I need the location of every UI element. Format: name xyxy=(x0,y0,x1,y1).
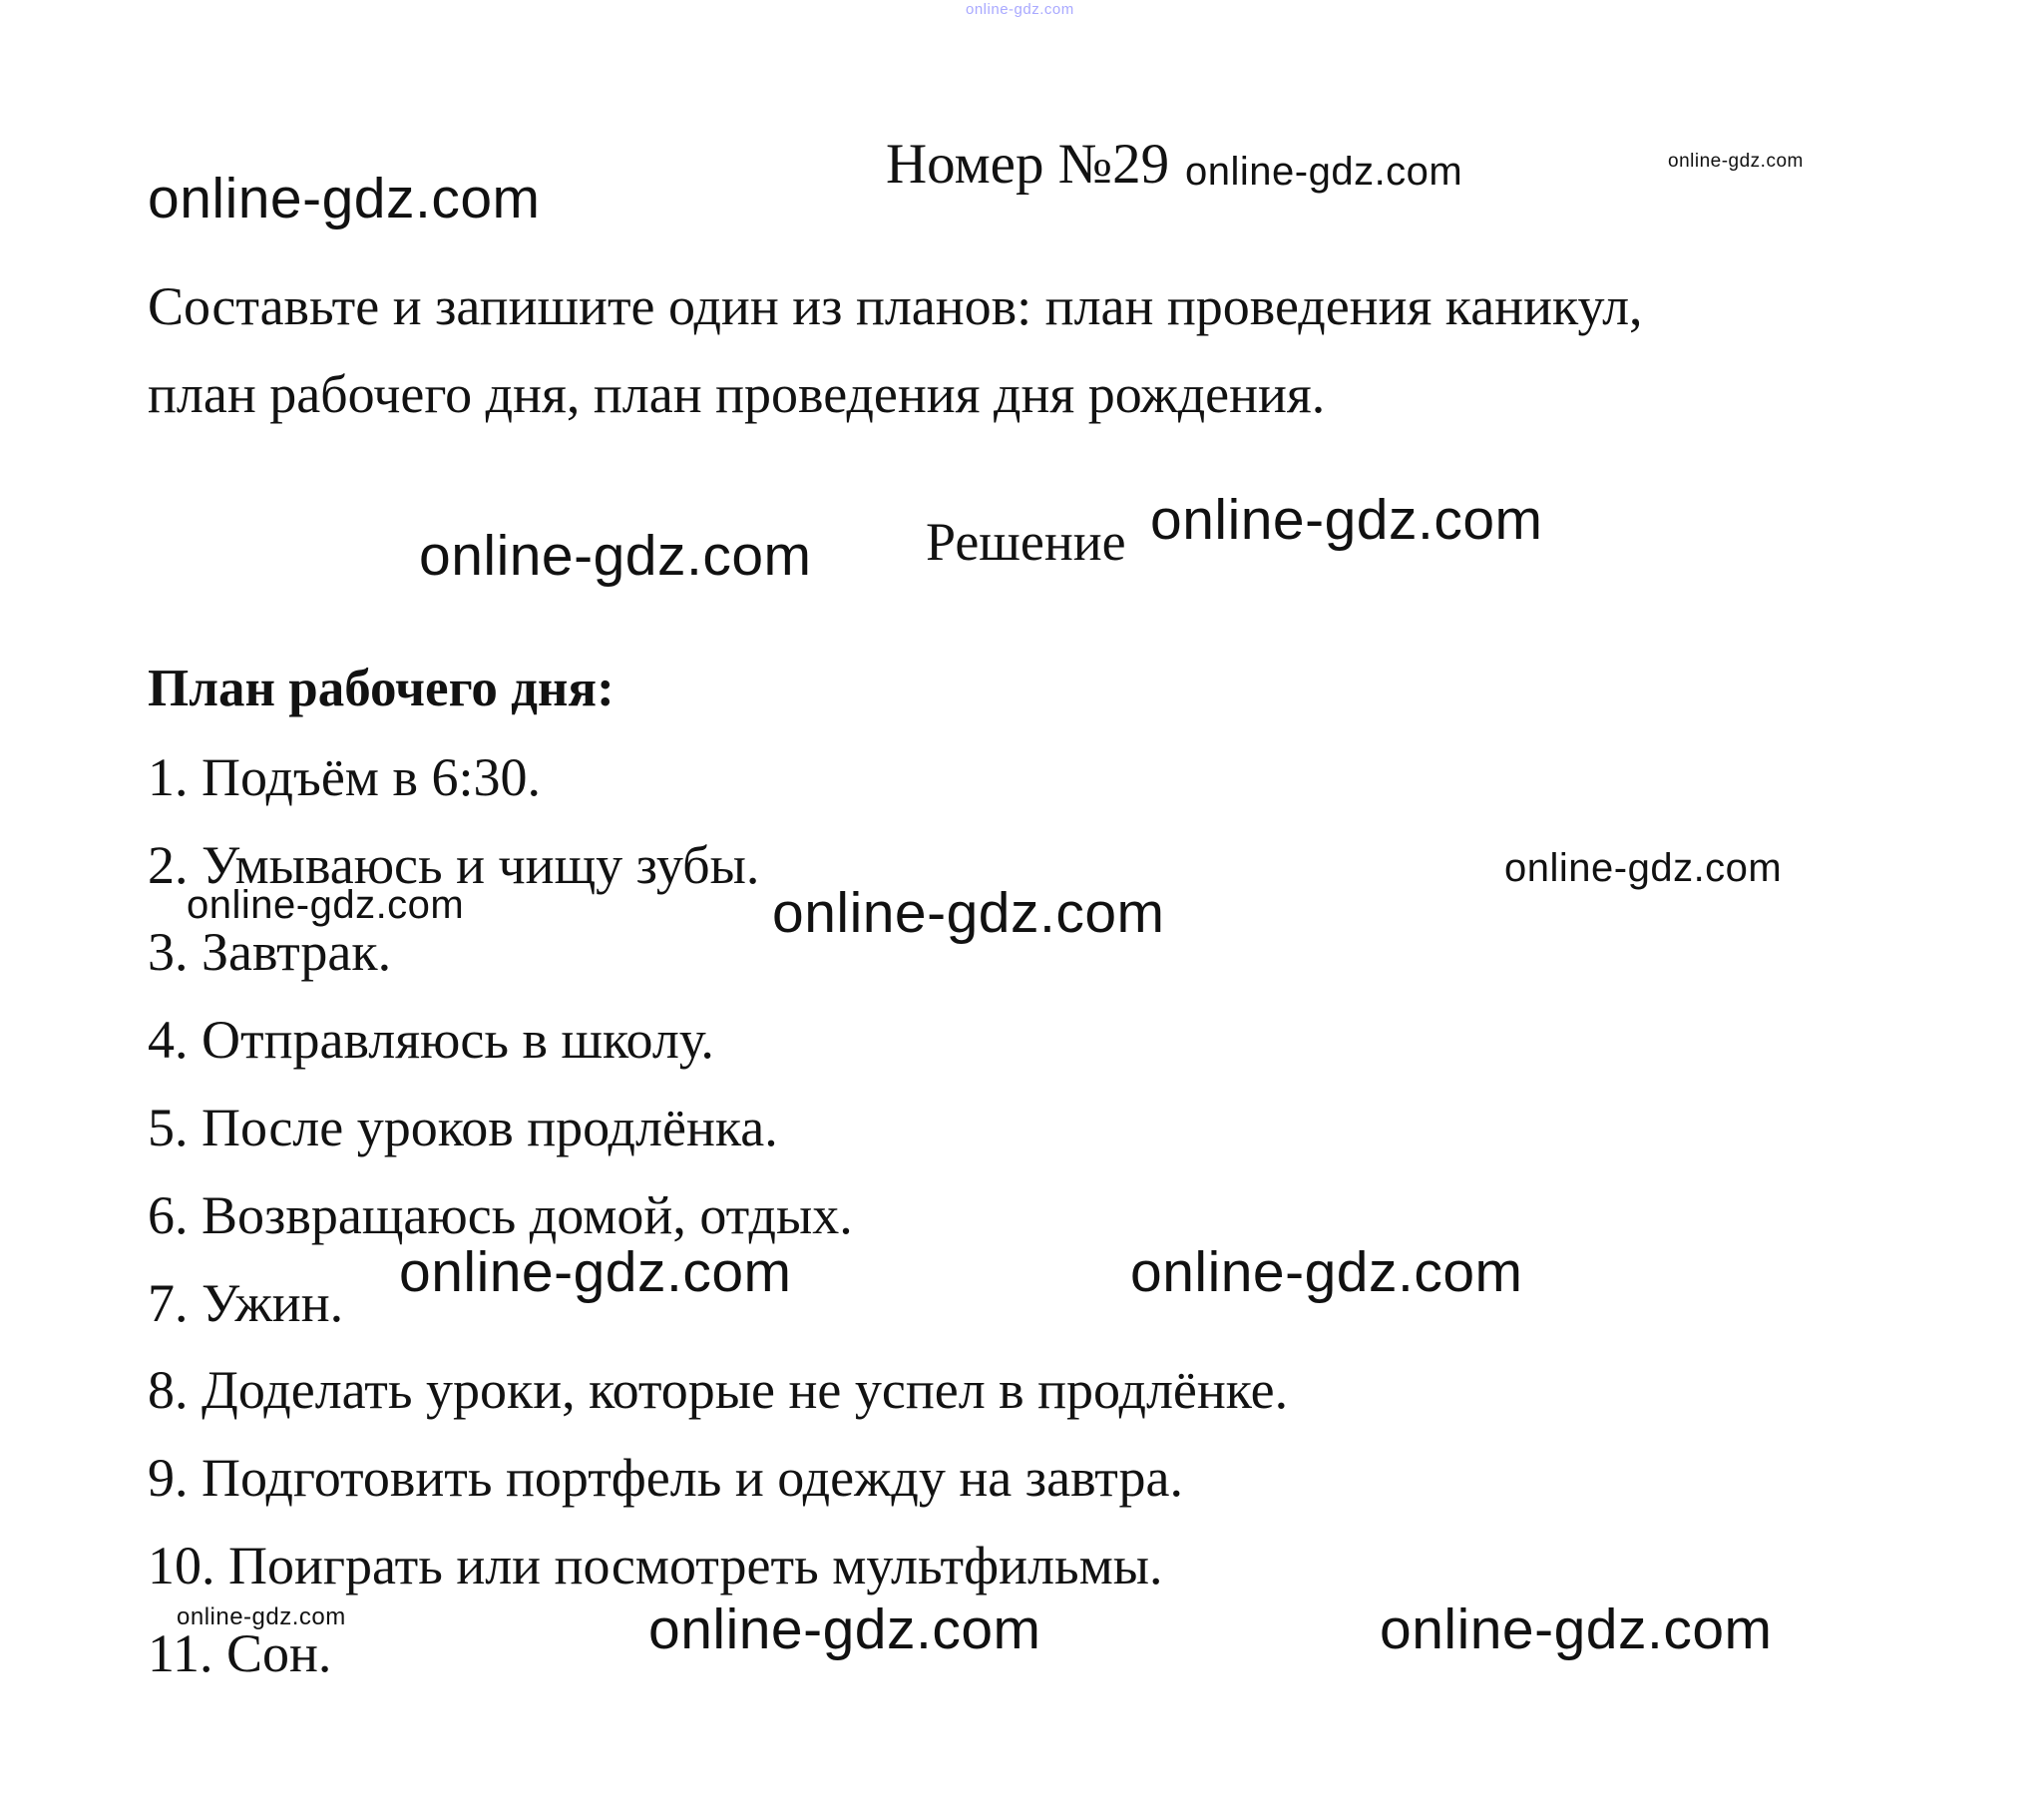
watermark: online-gdz.com xyxy=(148,167,541,230)
watermark: online-gdz.com xyxy=(399,1240,792,1304)
solution-label: Решение xyxy=(926,512,1126,572)
task-text-line-2: план рабочего дня, план проведения дня рождения. xyxy=(148,364,1326,424)
plan-item: 3. Завтрак. xyxy=(148,922,392,982)
task-text-line-1: Составьте и запишите один из планов: план проведения каникул, xyxy=(148,276,1643,336)
watermark: online-gdz.com xyxy=(1130,1240,1523,1304)
plan-item: 7. Ужин. xyxy=(148,1273,344,1333)
watermark: online-gdz.com xyxy=(1185,150,1463,194)
plan-item: 5. После уроков продлёнка. xyxy=(148,1098,778,1157)
plan-item: 11. Сон. xyxy=(148,1623,332,1683)
watermark: online-gdz.com xyxy=(1668,151,1804,172)
plan-item: 6. Возвращаюсь домой, отдых. xyxy=(148,1185,853,1245)
plan-item: 8. Доделать уроки, которые не успел в продлёнке. xyxy=(148,1360,1289,1420)
watermark: online-gdz.com xyxy=(648,1597,1041,1661)
watermark: online-gdz.com xyxy=(772,881,1165,945)
watermark: online-gdz.com xyxy=(177,1603,346,1630)
watermark: online-gdz.com xyxy=(1380,1597,1773,1661)
plan-item: 4. Отправляюсь в школу. xyxy=(148,1010,714,1070)
watermark: online-gdz.com xyxy=(1504,846,1783,890)
plan-item: 1. Подъём в 6:30. xyxy=(148,747,541,807)
watermark-top: online-gdz.com xyxy=(966,1,1074,18)
plan-heading: План рабочего дня: xyxy=(148,660,614,717)
watermark: online-gdz.com xyxy=(419,524,812,588)
watermark: online-gdz.com xyxy=(187,883,465,927)
page-title: Номер №29 xyxy=(886,133,1170,196)
plan-item: 2. Умываюсь и чищу зубы. xyxy=(148,835,760,895)
plan-item: 10. Поиграть или посмотреть мультфильмы. xyxy=(148,1536,1163,1595)
plan-item: 9. Подготовить портфель и одежду на завтра. xyxy=(148,1448,1183,1508)
watermark: online-gdz.com xyxy=(1150,488,1543,552)
